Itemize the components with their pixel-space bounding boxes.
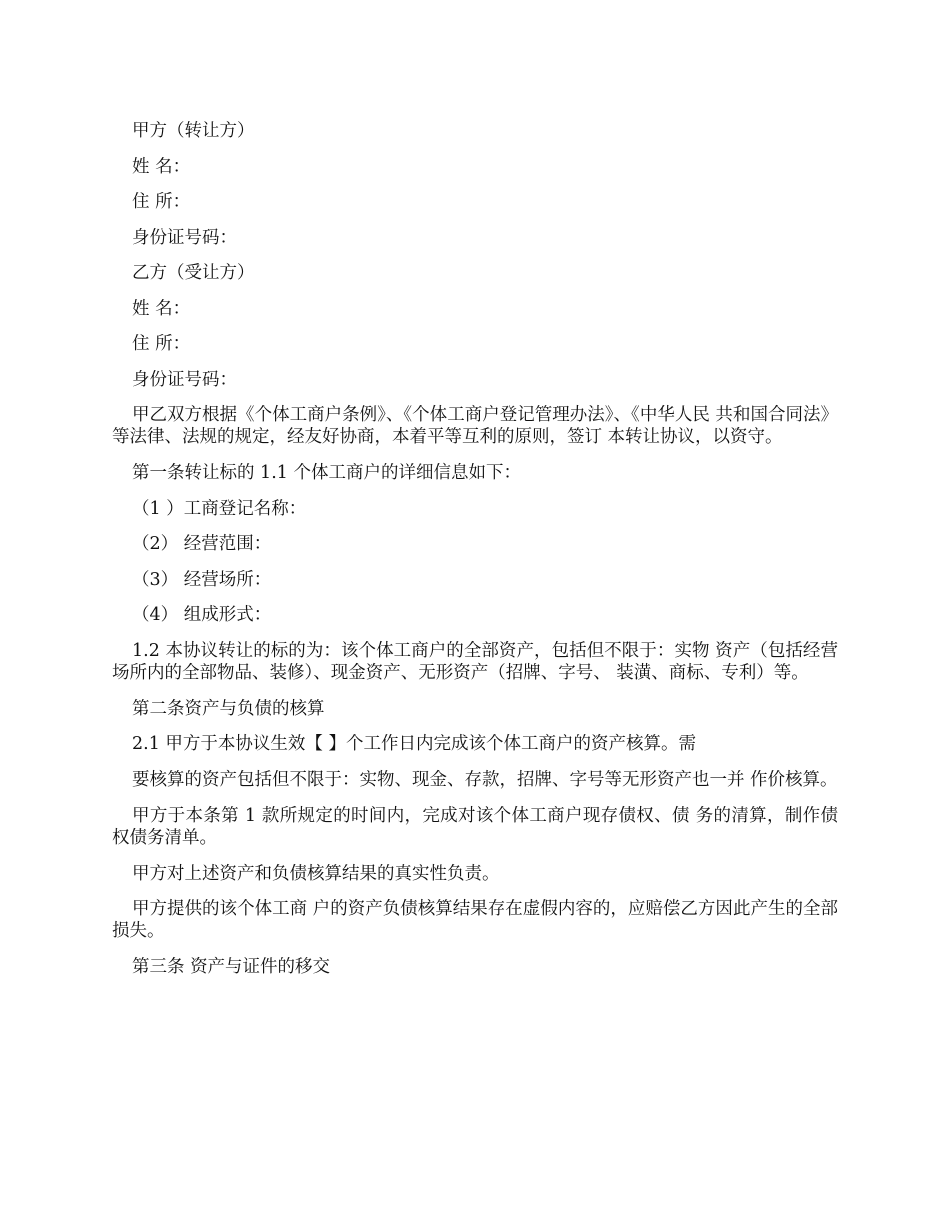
article-1-heading: 第一条转让标的 1.1 个体工商户的详细信息如下：	[132, 463, 521, 483]
article-2-heading: 第二条资产与负债的核算	[132, 698, 325, 719]
false-content-compensation-paragraph: 甲方提供的该个体工商 户的资产负债核算结果存在虚假内容的，应赔偿乙方因此产生的全部损失。	[112, 899, 838, 941]
party-b-id-field: 身份证号码：	[132, 369, 237, 390]
party-a-address-field: 住 所：	[132, 192, 191, 212]
preamble-paragraph: 甲乙双方根据《个体工商户条例》、《个体工商户登记管理办法》、《中华人民 共和国合同法》等法律、法规的规定，经友好协商，本着平等互利的原则，签订 本转让协议，以资守。	[112, 405, 838, 447]
item-2-business-scope: （2） 经营范围：	[132, 534, 272, 554]
accuracy-responsibility-paragraph: 甲方对上述资产和负债核算结果的真实性负责。	[132, 863, 500, 884]
item-3-business-premises: （3） 经营场所：	[132, 569, 272, 590]
clause-1-2-paragraph: 1.2 本协议转让的标的为：该个体工商户的全部资产，包括但不限于：实物 资产（包括经营场所内的全部物品、装修）、现金资产、无形资产（招牌、字号、 装潢、商标、专利）等。	[112, 640, 838, 683]
debt-clearing-paragraph: 甲方于本条第 1 款所规定的时间内，完成对该个体工商户现存债权、债 务的清算，制作债权债务清单。	[112, 805, 838, 848]
clause-2-1-paragraph: 2.1 甲方于本协议生效【 】个工作日内完成该个体工商户的资产核算。需	[132, 734, 696, 754]
party-b-name-field: 姓 名：	[132, 298, 191, 319]
party-a-heading: 甲方（转让方）	[132, 121, 255, 141]
party-a-id-field: 身份证号码：	[132, 227, 237, 248]
item-4-organization-form: （4） 组成形式：	[132, 605, 272, 625]
assets-to-account-paragraph: 要核算的资产包括但不限于：实物、现金、存款，招牌、字号等无形资产也一并 作价核算。	[132, 769, 838, 790]
party-a-name-field: 姓 名：	[132, 156, 191, 177]
party-b-address-field: 住 所：	[132, 334, 191, 354]
party-b-heading: 乙方（受让方）	[132, 263, 255, 283]
article-3-heading: 第三条 资产与证件的移交	[132, 957, 331, 977]
item-1-registered-name: （1 ）工商登记名称：	[132, 498, 307, 519]
document-body	[112, 120, 838, 992]
